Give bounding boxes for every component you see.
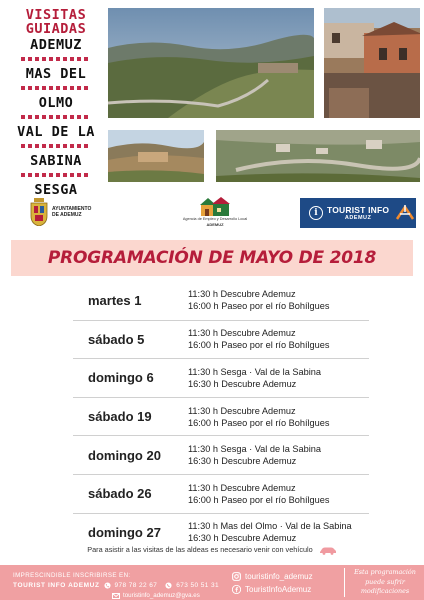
schedule-day: domingo 27 <box>88 524 161 540</box>
tourist-info-mark-icon <box>395 203 415 223</box>
activity-2: 16:00 h Paseo por el río Bohílgues <box>188 340 330 351</box>
title-visitas: VISITAS <box>25 7 87 23</box>
facebook-icon <box>232 585 241 594</box>
town-sabina: SABINA <box>30 153 82 169</box>
logo-tourist-info <box>300 198 416 228</box>
stitch-divider <box>21 115 91 119</box>
schedule-day: sábado 26 <box>88 486 152 502</box>
coat-of-arms-icon <box>30 198 48 226</box>
photo-valley-road <box>108 8 314 118</box>
schedule-row <box>73 474 369 513</box>
stitch-divider <box>21 144 91 148</box>
footer-tourist-info: TOURIST INFO ADEMUZ <box>13 582 100 589</box>
schedule-row <box>73 320 369 359</box>
photo-river-landscape <box>216 130 420 182</box>
tourist-info-title: TOURIST INFO <box>327 205 390 215</box>
activity-2: 16:00 h Paseo por el río Bohílgues <box>188 494 330 505</box>
vehicle-note <box>0 545 424 555</box>
email-icon <box>112 593 120 599</box>
ayto-line1: AYUNTAMIENTO <box>52 206 92 212</box>
schedule-day: domingo 20 <box>88 447 161 463</box>
agency-line2: ADEMUZ <box>206 222 224 227</box>
car-icon <box>319 546 337 555</box>
schedule-row <box>73 397 369 436</box>
footer-facebook[interactable]: TouristInfoAdemuz <box>245 585 312 594</box>
tourist-info-sub: ADEMUZ <box>344 215 372 221</box>
vehicle-note-text: Para asistir a las visitas de las aldeas es necesario venir con vehículo <box>87 545 313 554</box>
disclaimer-line-2: puede sufrir <box>365 577 405 586</box>
program-banner <box>11 240 413 276</box>
phone-icon <box>104 582 111 589</box>
photo-hillside-village <box>108 130 204 182</box>
stitch-divider <box>21 57 91 61</box>
activity-2: 16:30 h Descubre Ademuz <box>188 456 297 467</box>
info-icon: i <box>309 206 323 220</box>
schedule-day: sábado 19 <box>88 409 152 425</box>
footer-phone-2[interactable]: 673 50 51 31 <box>176 582 220 589</box>
footer-register-label: IMPRESCINDIBLE INSCRIBIRSE EN: <box>13 572 131 579</box>
activity-1: 11:30 h Descubre Ademuz <box>188 482 296 493</box>
town-ademuz: ADEMUZ <box>30 37 82 53</box>
program-title: PROGRAMACIÓN DE MAYO DE 2018 <box>47 248 377 268</box>
agency-line1: Agencia de Empleo y Desarrollo Local <box>182 217 248 221</box>
footer-disclaimer <box>350 568 420 597</box>
schedule-day: sábado 5 <box>88 331 145 347</box>
footer-email[interactable]: touristinfo_ademuz@gva.es <box>123 592 200 599</box>
activity-2: 16:00 h Paseo por el río Bohílgues <box>188 301 330 312</box>
schedule-row <box>73 435 369 474</box>
instagram-icon <box>232 572 241 581</box>
activity-1: 11:30 h Descubre Ademuz <box>188 405 296 416</box>
footer-divider <box>344 568 345 597</box>
schedule-day: domingo 6 <box>88 370 154 386</box>
stitch-divider <box>21 86 91 90</box>
schedule-row <box>73 358 369 397</box>
activity-1: 11:30 h Sesga · Val de la Sabina <box>188 366 321 377</box>
footer-instagram[interactable]: touristinfo_ademuz <box>245 572 313 581</box>
activity-2: 16:30 h Descubre Ademuz <box>188 533 297 544</box>
schedule-row <box>73 281 369 320</box>
activity-1: 11:30 h Descubre Ademuz <box>188 289 296 300</box>
title-block <box>8 8 104 198</box>
disclaimer-line-3: modificaciones <box>360 587 410 595</box>
schedule-day: martes 1 <box>88 292 142 308</box>
logo-ayuntamiento <box>30 196 120 228</box>
activity-1: 11:30 h Sesga · Val de la Sabina <box>188 444 321 455</box>
agency-house-icon <box>198 195 232 217</box>
town-sesga: SESGA <box>34 182 78 198</box>
logo-agencia-empleo <box>175 195 255 231</box>
photo-village-houses <box>324 8 420 118</box>
activity-1: 11:30 h Mas del Olmo · Val de la Sabina <box>188 521 352 532</box>
title-guiadas: GUIADAS <box>25 21 87 37</box>
activity-2: 16:30 h Descubre Ademuz <box>188 378 297 389</box>
activity-1: 11:30 h Descubre Ademuz <box>188 328 296 339</box>
ayto-line2: DE ADEMUZ <box>52 212 82 218</box>
disclaimer-line-1: Esta programación <box>354 568 416 576</box>
town-mas-del: MAS DEL <box>25 66 87 82</box>
schedule-list <box>73 281 369 551</box>
activity-2: 16:00 h Paseo por el río Bohílgues <box>188 417 330 428</box>
whatsapp-icon <box>165 582 172 589</box>
stitch-divider <box>21 173 91 177</box>
town-val-de-la: VAL DE LA <box>17 124 95 140</box>
footer-phone-1[interactable]: 978 78 22 67 <box>114 582 158 589</box>
town-olmo: OLMO <box>38 95 74 111</box>
footer <box>0 565 424 600</box>
